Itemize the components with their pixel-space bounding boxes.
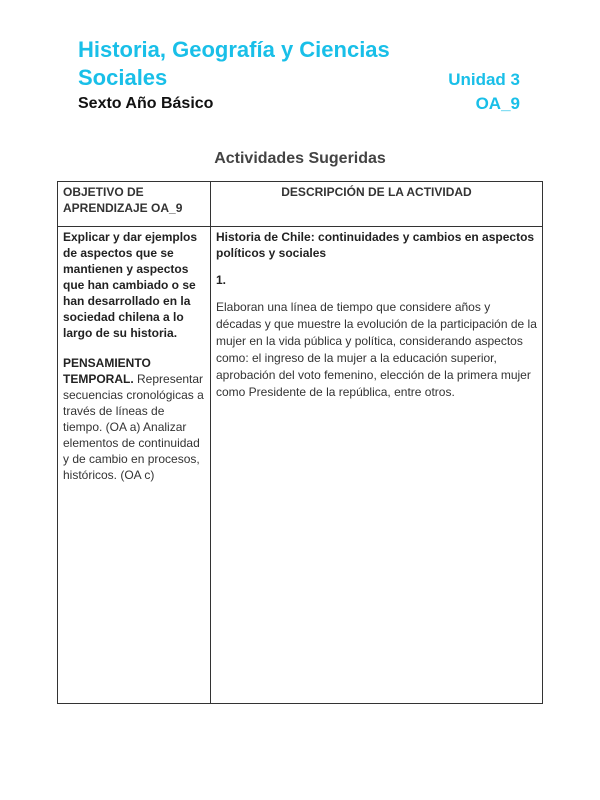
description-cell xyxy=(211,227,543,704)
subject-title-continued: Sociales xyxy=(78,65,168,90)
skill-label: PENSAMIENTO TEMPORAL. xyxy=(63,356,151,386)
activity-number: 1. xyxy=(216,273,227,287)
grade-label: Sexto Año Básico xyxy=(78,95,214,112)
skill-paragraph xyxy=(63,355,205,483)
oa-code-label: OA_9 xyxy=(475,94,520,113)
unit-label: Unidad 3 xyxy=(448,70,520,89)
activity-title: Historia de Chile: continuidades y cambios en aspectos políticos y sociales xyxy=(216,230,535,260)
document-header xyxy=(78,37,522,117)
activities-table xyxy=(57,181,543,704)
activity-description: Elaboran una línea de tiempo que considere años y décadas y que muestre la evolución de la participación de la mujer en la vida pública y política, considerando aspectos como: el ingreso de la mujer a la educación superior, aprobación del voto femenino, elección de la primera mujer como Presidente de la república, entre otros. xyxy=(216,300,537,399)
table-row xyxy=(58,227,543,704)
skill-text: Representar secuencias cronológicas a través de líneas de tiempo. (OA a) Analizar elementos de continuidad y de cambio en procesos, históricos. (OA c) xyxy=(63,372,204,482)
subject-title: Historia, Geografía y Ciencias xyxy=(78,37,390,62)
objective-cell xyxy=(58,227,211,704)
header-objective: OBJETIVO DE APRENDIZAJE OA_9 xyxy=(58,182,211,227)
objective-text: Explicar y dar ejemplos de aspectos que se mantienen y aspectos que han cambiado o se han desarrollado en la sociedad chilena a lo largo de su historia. xyxy=(63,230,198,340)
section-title: Actividades Sugeridas xyxy=(214,150,386,167)
header-description: DESCRIPCIÓN DE LA ACTIVIDAD xyxy=(211,182,543,227)
table-header-row xyxy=(58,182,543,227)
